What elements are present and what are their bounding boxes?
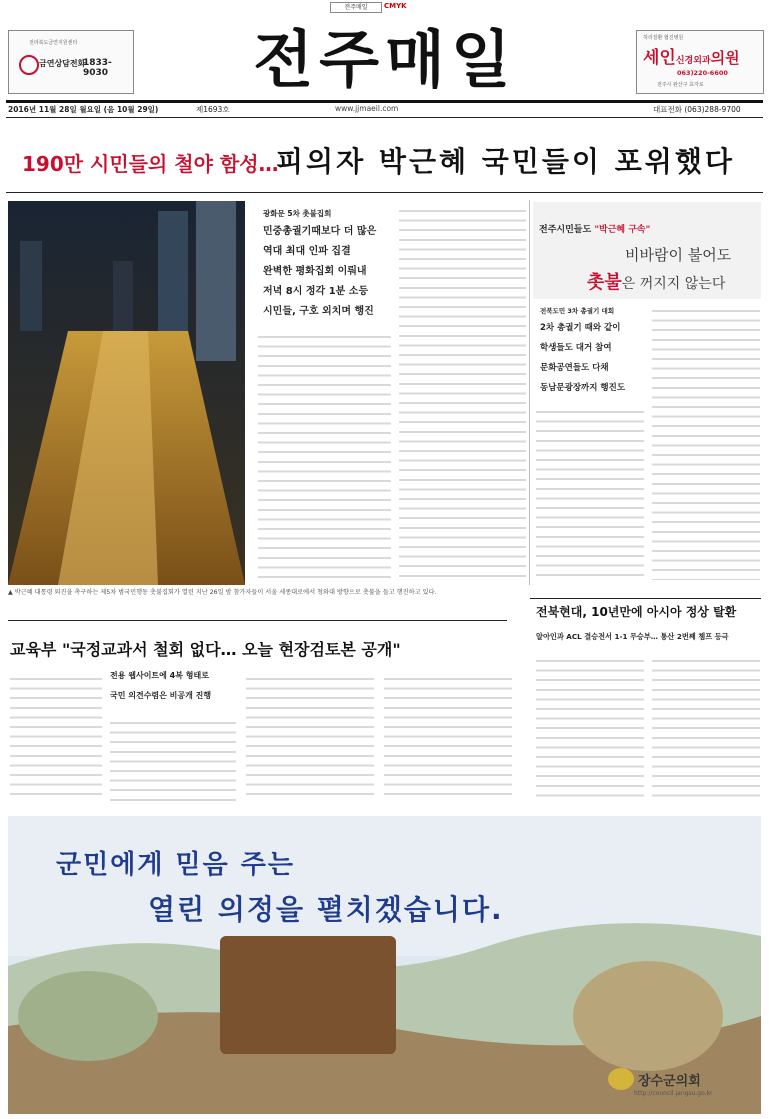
sports-sub: 알아인과 ACL 결승전서 1-1 무승부… 통산 2번째 챔프 등극 [536, 632, 729, 641]
lead-photo [8, 201, 245, 585]
side-line2: 은 꺼지지 않는다 [621, 276, 726, 292]
side-line2-red: 촛불 [587, 272, 622, 293]
lead-subtitle: 저녁 8시 정각 1분 소등 [263, 286, 369, 297]
headline-kicker: 190만 시민들의 철야 함성… [22, 152, 279, 176]
no-smoking-icon [19, 55, 39, 75]
dateline-date: 2016년 11월 28일 월요일 (음 10월 29일) [8, 105, 159, 114]
right-ad-name1: 세인 [643, 48, 676, 68]
left-ad-org: 전라북도금연지원센터 [29, 40, 78, 46]
bottom-ad-line2: 열린 의정을 펼치겠습니다. [148, 893, 504, 926]
lead-subtitle: 역대 최대 인파 집결 [263, 246, 351, 257]
lead-body-col-2 [399, 204, 526, 580]
council-seal-icon [608, 1068, 634, 1090]
bottom-ad-line1: 군민에게 믿음 주는 [56, 850, 296, 880]
site-url[interactable]: www.jjmaeil.com [335, 104, 399, 113]
side-story-banner [533, 202, 761, 299]
education-col-1 [10, 672, 102, 802]
right-ad-top: 허리질환 협진병원 [643, 35, 684, 41]
sports-title: 전북현대, 10년만에 아시아 정상 탈환 [536, 605, 737, 619]
sports-col-2 [652, 654, 760, 802]
side-subtitle: 동남문광장까지 행진도 [540, 383, 626, 393]
side-subtitle: 문화공연들도 다채 [540, 363, 609, 373]
lead-subtitle: 민중총궐기때보다 더 많은 [263, 226, 377, 237]
side-tag: 전주시민들도 [539, 225, 592, 235]
side-subtitles [540, 318, 650, 398]
headline-main: 피의자 박근혜 국민들이 포위했다 [276, 145, 735, 178]
side-sub-tag: 전북도민 3차 총궐기 대회 [540, 307, 615, 315]
lead-caption: ▲ 박근혜 대통령 퇴진을 촉구하는 제5차 범국민행동 촛불집회가 열린 지난 26일 밤 참가자들이 서울 세종대로에서 청와대 방향으로 촛불을 들고 행진하고 있다. [8, 589, 437, 596]
right-ad [636, 30, 764, 94]
side-subtitle: 2차 총궐기 때와 같이 [540, 323, 621, 333]
lead-subtitles [263, 222, 393, 322]
bottom-ad [8, 816, 761, 1114]
top-stamp: 전주매일 [330, 2, 382, 13]
education-col-3 [246, 672, 374, 802]
council-photo [220, 936, 396, 1054]
masthead-title: 전주매일 [253, 23, 517, 96]
lead-tag: 광화문 5차 촛불집회 [263, 209, 332, 218]
right-ad-name2: 신경외과 [675, 56, 711, 66]
left-ad [8, 30, 134, 94]
education-sub2: 국민 의견수렴은 비공개 진행 [110, 691, 212, 700]
dateline-issue: 제1693호 [196, 105, 230, 114]
side-body-col-2 [652, 304, 760, 580]
education-title: 교육부 "국정교과서 철회 없다… 오늘 현장검토본 공개" [10, 640, 401, 659]
education-col-4 [384, 672, 512, 802]
dateline-phone: 대표전화 (063)288-9700 [653, 105, 741, 114]
left-ad-number: 1833-9030 [83, 58, 112, 78]
right-ad-address: 전주시 완산구 효자로 [657, 82, 704, 88]
side-subtitle: 학생들도 대거 참여 [540, 343, 612, 353]
left-ad-title: 금연상담전화 [39, 59, 86, 68]
cmyk-mark: CMYK [384, 2, 407, 10]
side-line1: 비바람이 불어도 [625, 246, 732, 264]
side-body-col-1 [536, 405, 644, 580]
lead-body-col-1 [258, 330, 391, 580]
education-col-2 [110, 716, 236, 802]
side-tag-red: "박근혜 구속" [594, 225, 651, 235]
education-sub1: 전용 웹사이트에 4복 형태로 [110, 671, 209, 680]
council-url[interactable]: http://council.jangsu.go.kr [634, 1090, 713, 1097]
council-name: 장수군의회 [638, 1074, 701, 1089]
lead-subtitle: 시민들, 구호 외치며 행진 [263, 306, 374, 317]
lead-subtitle: 완벽한 평화집회 이뤄내 [263, 266, 367, 277]
sports-col-1 [536, 654, 644, 802]
right-ad-phone: 063)220-6600 [677, 69, 728, 77]
right-ad-name3: 의원 [710, 49, 740, 67]
